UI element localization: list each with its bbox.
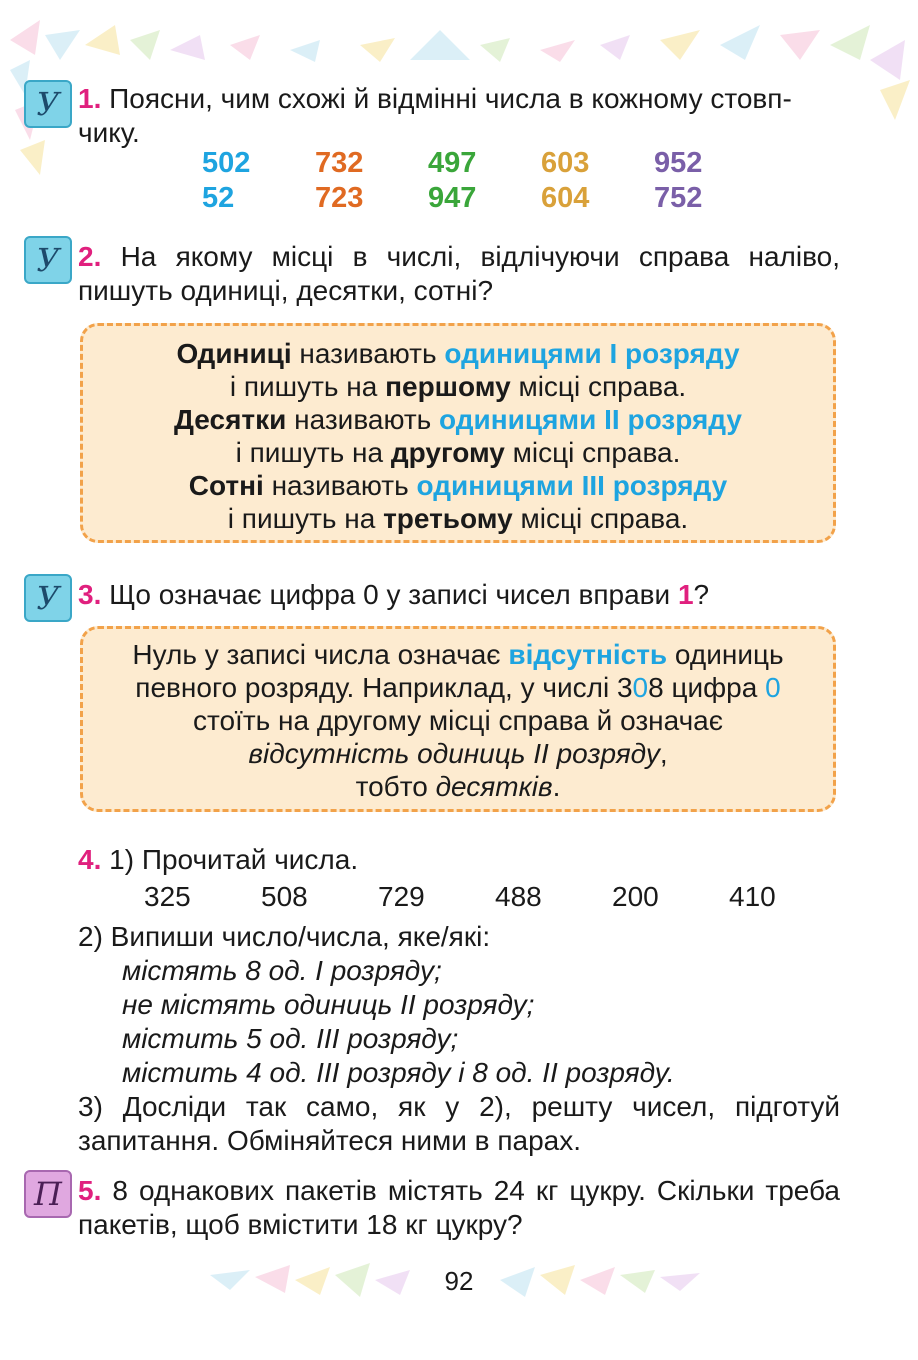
task-number: 1. — [78, 83, 102, 114]
task-4-part-3: 3) Досліди так само, як у 2), решту чисел, підготуй запитання. Обміняйтеся ними в парах. — [78, 1091, 840, 1156]
rule-highlight: одиницями III розряду — [416, 470, 728, 501]
task-number: 4. — [78, 844, 102, 875]
number-item: 729 — [378, 881, 425, 912]
col-1-top: 502 — [202, 147, 251, 179]
rule-term: Десятки — [174, 404, 287, 435]
condition-item: не містять одиниць II розряду; — [122, 989, 535, 1020]
number-columns — [202, 146, 767, 216]
pair-work-icon: П — [24, 1170, 72, 1218]
col-4-top: 603 — [541, 147, 590, 179]
col-2-top: 732 — [315, 147, 364, 179]
task-5 — [78, 1174, 840, 1242]
condition-item: містять 8 од. I розряду; — [122, 955, 442, 986]
oral-task-icon: У — [24, 574, 72, 622]
task-number: 5. — [78, 1175, 102, 1206]
rule-term: Одиниці — [176, 338, 292, 369]
col-5-top: 952 — [654, 147, 703, 179]
task-text: 8 однакових пакетів містять 24 кг цукру. Скільки треба пакетів, щоб вмістити 18 кг цукру? — [78, 1175, 840, 1240]
task-text: Поясни, чим схожі й відмінні числа в кожному стовп- — [109, 83, 792, 114]
task-4 — [78, 843, 840, 877]
col-2-bottom: 723 — [315, 182, 364, 214]
task-text-cont: чику. — [78, 117, 140, 148]
page-number: 92 — [444, 1266, 474, 1296]
rule-highlight: одиницями II розряду — [439, 404, 742, 435]
zero-highlight: відсутність — [508, 639, 668, 670]
task-3: 3. Що означає цифра 0 у записі чисел вправи 1? — [78, 579, 710, 610]
number-item: 508 — [261, 881, 308, 912]
task-text: На якому місці в числі, відлічуючи справа наліво, пишуть одиниці, десятки, сотні? — [78, 241, 841, 306]
col-1-bottom: 52 — [202, 182, 235, 214]
task-text: 1) Прочитай числа. — [109, 844, 359, 875]
col-4-bottom: 604 — [541, 182, 590, 214]
zero-info-box: Нуль у записі числа означає відсутність одиниць певного розряду. Наприклад, у числі 308 цифра 0 стоїть на другому місці справа й означає відсутність одиниць II розряду, тобто десятків. — [80, 626, 836, 812]
rule-term: Сотні — [188, 470, 264, 501]
number-item: 200 — [612, 881, 659, 912]
condition-item: містить 4 од. III розряду і 8 од. II розряду. — [122, 1057, 675, 1088]
exercise-ref: 1 — [677, 579, 694, 610]
number-item: 325 — [144, 881, 191, 912]
col-5-bottom: 752 — [654, 182, 703, 214]
task-4-part-2: 2) Випиши число/числа, яке/які: містять 8 од. I розряду; не містять одиниць II розряду; містить 5 од. III розряду; містить 4 од. III розряду і 8 од. II розряду. 3) Досліди так само, як у 2), решту чисел, підготуй запитання. Обміняйтеся ними в парах. — [78, 921, 840, 1156]
number-list — [144, 880, 846, 914]
task-2 — [78, 240, 840, 308]
number-item: 410 — [729, 881, 776, 912]
col-3-bottom: 947 — [428, 182, 477, 214]
task-text: Що означає цифра 0 у записі чисел вправи — [109, 579, 678, 610]
number-item: 488 — [495, 881, 542, 912]
condition-item: містить 5 од. III розряду; — [122, 1023, 459, 1054]
rule-highlight: одиницями I розряду — [444, 338, 740, 369]
oral-task-icon: У — [24, 236, 72, 284]
col-3-top: 497 — [428, 147, 477, 179]
task-number: 2. — [78, 241, 102, 272]
task-number: 3. — [78, 579, 102, 610]
rule-box: Одиниці називають одиницями I розряду і пишуть на першому місці справа. Десятки називають одиницями II розряду і пишуть на другому місці справа. Сотні називають одиницями III розряду і пишуть на третьому місці справа. — [80, 323, 836, 543]
task-1 — [78, 82, 843, 150]
oral-task-icon: У — [24, 80, 72, 128]
